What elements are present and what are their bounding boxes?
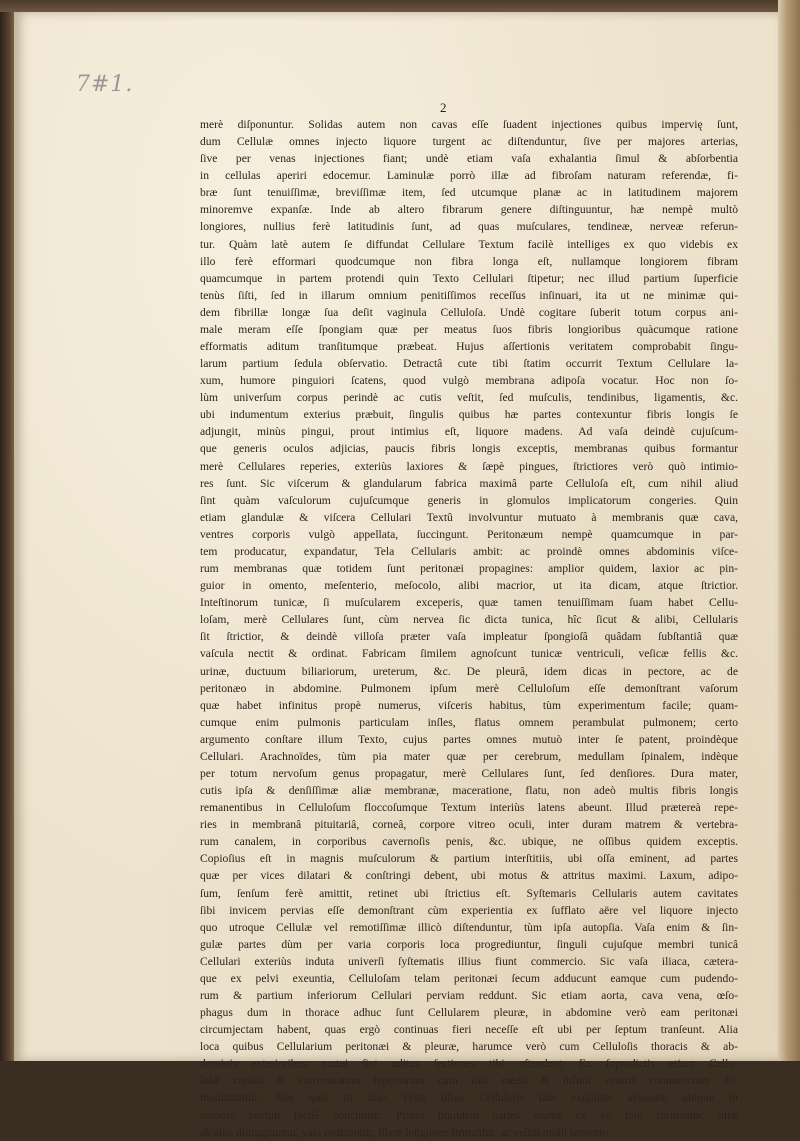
text-line: corpore profuſi facilè concipitur. Primò ſiquidem partes multæ ex eo ſolo formantur, aliæ [200, 1108, 738, 1122]
text-line: dem fibrillæ longæ ſua deſit vaginula Celluloſa. Undè cogitare ſuberit totum corpus ani- [200, 305, 738, 319]
text-line: que ex pelvi exeuntia, Celluloſam telam peritonæi ſecum adducunt eamque cum pudendo- [200, 971, 738, 985]
text-line: phagus dum in thorace adhuc ſunt Cellularem pleuræ, in abdomine verò eam peritonæi [200, 1006, 738, 1020]
text-line: remanentibus in Celluloſum floccoſumque Textum interiùs latens abeunt. Illud prætereà repe- [200, 801, 738, 815]
text-line: efformatis aditum tranſitumque præbeat. Hujus aſſertionis veritatem comprobabit ſingu- [200, 340, 738, 354]
text-line: larum partium ſedula obſervatio. Detractâ cute tibi ſtatim occurrit Textum Cellulare la- [200, 357, 738, 371]
text-line: minoremve expanſæ. Inde ab altero fibrarum genere diſtinguuntur, hæ nempè multò [200, 203, 738, 217]
text-line: in cellulas aperiri edocemur. Laminulæ porrò illæ ad fibroſam naturam referendæ, fi- [200, 169, 738, 183]
text-line: monſtrabitur. Jam quis ſit uſus Texti illius Cellularis tam exquiſito apparatu ubique in [200, 1091, 738, 1105]
text-line: Cellulari. Arachnoïdes, tùm pia mater quæ per cerebrum, medullam ſpinalem, indèque [200, 749, 738, 763]
text-line: illo ferè efformari quodcumque non fibra longa eſt, nullamque longiorem fibram [200, 254, 738, 268]
handwritten-margin-mark: 7#1. [76, 72, 134, 97]
text-line: tem producatur, expandatur, Tela Cellularis ambit: ac proindè omnes abdominis viſce- [200, 544, 738, 558]
document-page [14, 12, 778, 1139]
text-line: guior in omento, meſenterio, meſocolo, alibi macrior, ut ita dicam, atque ſtrictior. [200, 579, 738, 593]
text-line: longiores, nullius ferè latitudinis ſunt, ad quas muſculares, tendineæ, nerveæ referun- [200, 220, 738, 234]
text-line: gulæ partes dùm per varia corporis loca progrediuntur, ſinguli cujuſque membri tunicâ [200, 937, 738, 951]
text-line: per totum nervoſum genus propagatur, merè Cellulares ſunt, ſed denſiores. Dura mater, [200, 766, 738, 780]
text-line: cutis ipſa & denſiſſimæ aliæ membranæ, maceratione, flatu, non adeò multis fibris longis [200, 784, 738, 798]
text-line: loſam, merè Cellulares ſunt, cùm nervea ſic dicta tunica, hîc ſicut & alibi, Cellularis [200, 613, 738, 627]
text-line: loca quibus Cellularium peritonæi & pleuræ, harumce verò cum Celluloſis thoracis & ab- [200, 1040, 738, 1054]
text-line: xum, humore pinguiori ſcatens, quod vulgò membrana adipoſa vocatur. Hoc non ſo- [200, 374, 738, 388]
text-line: Cellulari exteriùs induta univerſi ſyſtematis illius fiunt commercio. Sic vaſa iliaca, cætera- [200, 954, 738, 968]
text-line: loſæ capitis & extremitatum ſuperiorum cum illis medii & infimi ventris commercium de- [200, 1074, 738, 1088]
text-line: ſive per venas injectiones fiant; undè etiam vaſa exhalantia ſimul & abſorbentia [200, 152, 738, 166]
text-line: quæ per vices dilatari & conſtringi debent, ubi motus & attritus maximi. Laxum, adipo- [200, 869, 738, 883]
page-number: 2 [440, 100, 447, 115]
text-line: ubi indumentum exterius præbuit, ſingulis quibus hæ partes contexuntur fibris longis ſe [200, 408, 738, 422]
text-line: ventres corporis vulgò appellata, ſuccingunt. Peritonæum nempè quamcumque in par- [200, 527, 738, 541]
text-line: rum & partium inferiorum Cellulari perviam reddunt. Sic etiam aorta, cava vena, œſo- [200, 988, 738, 1002]
text-line: merè Cellulares reperies, exteriùs laxiores & ſæpè pingues, ſtrictiores verò quò intimio- [200, 459, 738, 473]
text-line: res ſunt. Sic viſcerum & glandularum fabrica maximâ parte Celluloſa eſt, cum nihil aliud [200, 476, 738, 490]
text-line: ab aliis diſtinguuntur, vaſa ordinantur, fibræ longiores firmantur, ac veluti molli tomento [200, 1125, 609, 1139]
text-line: Inteſtinorum tunicæ, ſi muſcularem exceperis, quæ tamen tenuiſſimam ſuam habet Cellu- [200, 596, 738, 610]
text-line: ſit ſtrictior, & deindè villoſa præter vaſa impleatur ſpongioſâ quâdam ſubſtantiâ quæ [200, 630, 738, 644]
text-line: ſint quàm vaſculorum cujuſcumque generis in glomulos implicatorum congeries. Quin [200, 493, 738, 507]
text-line: tur. Quàm latè autem ſe diffundat Cellulare Textum facilè intelliges ex quo videbis ex [200, 237, 738, 251]
text-line: ſibi invicem pervias eſſe demonſtrant cùm experientia ex ſufflato aëre vel liquore injecto [200, 903, 738, 917]
text-line: quamcumque in partem protendi quin Texto Cellulari ſtipetur; nec illud partium ſuperficie [200, 271, 738, 285]
text-line: rum membranas quæ totidem ſunt peritonæi propagines: amplior quidem, laxior ac pin- [200, 562, 738, 576]
text-line: cumque enim pulmonis particulam inſles, flatus omnem perambulat pulmonem; certo [200, 715, 738, 729]
text-line: argumento conſtare illum Texto, cujus partes omnes mutuò inter ſe patent, proindèque [200, 732, 738, 746]
text-line: Copioſius eſt in magnis muſculorum & partium interſtitiis, ubi oſſa eminent, ad partes [200, 852, 738, 866]
text-line: merè diſponuntur. Solidas autem non cavas eſſe ſuadent injectiones quibus impervię ſunt, [200, 118, 738, 131]
text-line: ſum, ſenſum ferè amittit, retinet ubi ſtrictius eſt. Syſtemaris Cellularis autem cavitates [200, 886, 738, 900]
text-line: circumjectam habent, quas ergò continuas fieri neceſſe eſt ubi per ſeptum tranſeunt. Alia [200, 1023, 738, 1037]
text-line: bræ ſunt tenuiſſimæ, breviſſimæ item, ſed utcumque planæ ac in latitudinem majorem [200, 186, 738, 200]
adjacent-page-edge [778, 0, 800, 1061]
text-line: dum Cellulæ omnes injecto liquore turgent ac diſtenduntur, ſive per majores arterias, [200, 135, 738, 149]
text-line: ries in membranâ pituitariâ, corneâ, corpore vitreo oculi, inter duram matrem & vertebra- [200, 818, 738, 832]
text-line: dominis exterioribus mutui ſint aditus ſectiones tibi oſtendent. Ex ſupradictis etiam Cellu- [200, 1057, 738, 1071]
text-line: lùm univerſum corpus perindè ac cutis veſtit, ſed muſculis, tendinibus, ligamentis, &c. [200, 391, 738, 405]
book-top-edge [0, 0, 800, 12]
text-line: rum canalem, in corporibus cavernoſis penis, &c. ubique, ne oſſibus quidem exceptis. [200, 835, 738, 849]
text-line: etiam glandulæ & viſcera Cellulari Textû involvuntur mutuato à membranis quæ cava, [200, 510, 738, 524]
text-line: quo utroque Cellulæ vel remotiſſimæ illicò diſtenduntur, tùm ipſa autopſia. Vaſa enim & ſin- [200, 920, 738, 934]
text-line: tenùs ſiſti, ſed in illarum omnium penitiſſimos receſſus inſinuari, ita ut ne minimæ qui- [200, 288, 738, 302]
text-line: quæ habet infinitus propè numerus, viſceris habitus, tùm experimentum facile; quam- [200, 698, 738, 712]
text-line: peritonæo in abdomine. Pulmonem ipſum merè Celluloſum eſſe demonſtrant vaſorum [200, 681, 738, 695]
body-text [200, 116, 738, 1141]
text-line: que generis oculos adjicias, paucis fibris longis exceptis, membranas quibus formantur [200, 442, 738, 456]
text-line: vaſcula nectit & ordinat. Fabricam ſimilem agnoſcunt tunicæ ventriculi, veſicæ fellis &c. [200, 647, 738, 661]
text-line: urinæ, ductuum biliariorum, ureterum, &c. De pleurâ, idem dicas in pectore, ac de [200, 664, 738, 678]
text-line: adjungit, minùs pingui, prout intimius eſt, liquore madens. Ad vaſa deindè cujuſcum- [200, 425, 738, 439]
text-line: male meram eſſe ſpongiam quæ per meatus ſuos fibris longioribus quàcumque ratione [200, 322, 738, 336]
